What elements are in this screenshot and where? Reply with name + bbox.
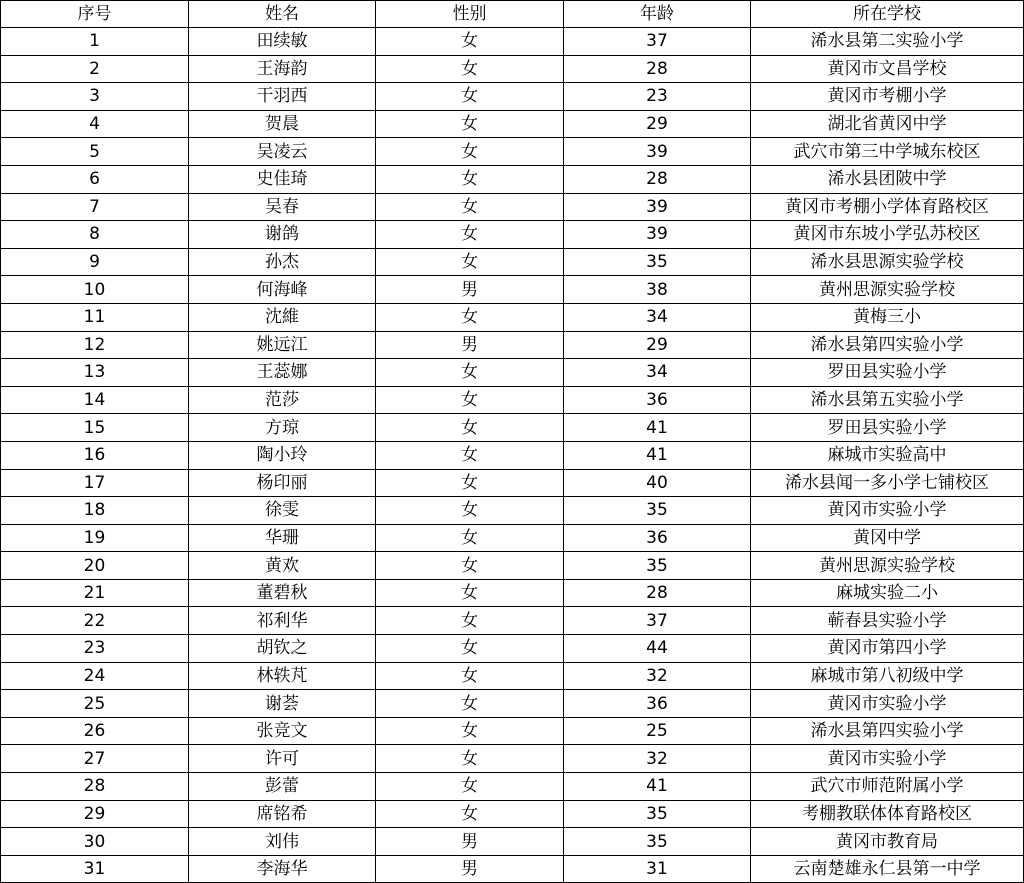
cell-index: 5 [1, 138, 189, 166]
cell-gender: 男 [376, 828, 564, 856]
cell-index: 12 [1, 331, 189, 359]
cell-school: 浠水县团陂中学 [751, 165, 1024, 193]
table-row [1, 690, 1024, 718]
cell-index: 8 [1, 221, 189, 249]
cell-school: 麻城实验二小 [751, 579, 1024, 607]
cell-school: 黄冈市实验小学 [751, 497, 1024, 525]
cell-school: 黄冈市考棚小学 [751, 83, 1024, 111]
cell-age: 41 [564, 441, 751, 469]
cell-index: 11 [1, 303, 189, 331]
cell-gender: 女 [376, 110, 564, 138]
table-row [1, 414, 1024, 442]
cell-school: 黄冈市东坡小学弘苏校区 [751, 221, 1024, 249]
table-row [1, 55, 1024, 83]
cell-age: 37 [564, 28, 751, 56]
table-row [1, 248, 1024, 276]
cell-age: 35 [564, 828, 751, 856]
cell-gender: 女 [376, 745, 564, 773]
cell-age: 44 [564, 635, 751, 663]
cell-index: 30 [1, 828, 189, 856]
cell-gender: 女 [376, 55, 564, 83]
cell-age: 35 [564, 497, 751, 525]
table-row [1, 773, 1024, 801]
cell-age: 25 [564, 717, 751, 745]
cell-index: 16 [1, 441, 189, 469]
cell-name: 华珊 [189, 524, 376, 552]
cell-name: 彭蕾 [189, 773, 376, 801]
cell-gender: 女 [376, 717, 564, 745]
table-row [1, 331, 1024, 359]
cell-index: 9 [1, 248, 189, 276]
cell-gender: 女 [376, 690, 564, 718]
table-row [1, 469, 1024, 497]
cell-age: 36 [564, 690, 751, 718]
cell-gender: 女 [376, 138, 564, 166]
cell-age: 35 [564, 800, 751, 828]
cell-gender: 女 [376, 800, 564, 828]
table-row [1, 662, 1024, 690]
cell-age: 28 [564, 579, 751, 607]
table-row [1, 28, 1024, 56]
table-row [1, 138, 1024, 166]
cell-school: 黄州思源实验学校 [751, 276, 1024, 304]
table-row [1, 800, 1024, 828]
cell-name: 刘伟 [189, 828, 376, 856]
cell-index: 7 [1, 193, 189, 221]
cell-index: 25 [1, 690, 189, 718]
table-row [1, 386, 1024, 414]
cell-index: 14 [1, 386, 189, 414]
cell-gender: 女 [376, 359, 564, 387]
cell-school: 武穴市第三中学城东校区 [751, 138, 1024, 166]
cell-index: 21 [1, 579, 189, 607]
header-row [1, 1, 1024, 28]
cell-school: 浠水县第二实验小学 [751, 28, 1024, 56]
cell-name: 吴春 [189, 193, 376, 221]
cell-gender: 男 [376, 855, 564, 883]
cell-school: 黄冈市文昌学校 [751, 55, 1024, 83]
table-row [1, 359, 1024, 387]
cell-index: 4 [1, 110, 189, 138]
cell-index: 3 [1, 83, 189, 111]
cell-name: 姚远江 [189, 331, 376, 359]
cell-name: 谢鸽 [189, 221, 376, 249]
cell-age: 37 [564, 607, 751, 635]
cell-school: 麻城市实验高中 [751, 441, 1024, 469]
cell-school: 黄冈市实验小学 [751, 690, 1024, 718]
cell-name: 孙杰 [189, 248, 376, 276]
cell-gender: 女 [376, 607, 564, 635]
cell-gender: 女 [376, 386, 564, 414]
cell-age: 23 [564, 83, 751, 111]
cell-index: 24 [1, 662, 189, 690]
cell-name: 何海峰 [189, 276, 376, 304]
cell-school: 浠水县第四实验小学 [751, 331, 1024, 359]
cell-index: 27 [1, 745, 189, 773]
cell-school: 黄冈市实验小学 [751, 745, 1024, 773]
cell-index: 28 [1, 773, 189, 801]
cell-index: 13 [1, 359, 189, 387]
cell-name: 王海韵 [189, 55, 376, 83]
cell-age: 35 [564, 552, 751, 580]
cell-name: 陶小玲 [189, 441, 376, 469]
table-row [1, 441, 1024, 469]
cell-name: 范莎 [189, 386, 376, 414]
table-row [1, 745, 1024, 773]
cell-gender: 女 [376, 662, 564, 690]
cell-name: 干羽西 [189, 83, 376, 111]
cell-gender: 女 [376, 193, 564, 221]
cell-index: 6 [1, 165, 189, 193]
cell-school: 浠水县第四实验小学 [751, 717, 1024, 745]
cell-index: 1 [1, 28, 189, 56]
cell-school: 浠水县第五实验小学 [751, 386, 1024, 414]
cell-gender: 女 [376, 414, 564, 442]
header-gender: 性别 [376, 1, 564, 28]
cell-index: 20 [1, 552, 189, 580]
cell-school: 蕲春县实验小学 [751, 607, 1024, 635]
table-row [1, 83, 1024, 111]
cell-name: 徐雯 [189, 497, 376, 525]
cell-gender: 女 [376, 28, 564, 56]
cell-index: 2 [1, 55, 189, 83]
cell-school: 考棚教联体体育路校区 [751, 800, 1024, 828]
cell-index: 19 [1, 524, 189, 552]
header-age: 年龄 [564, 1, 751, 28]
table-row [1, 303, 1024, 331]
cell-name: 田续敏 [189, 28, 376, 56]
cell-school: 云南楚雄永仁县第一中学 [751, 855, 1024, 883]
header-name: 姓名 [189, 1, 376, 28]
cell-age: 28 [564, 165, 751, 193]
cell-age: 36 [564, 524, 751, 552]
header-index: 序号 [1, 1, 189, 28]
cell-name: 席铭希 [189, 800, 376, 828]
cell-age: 32 [564, 745, 751, 773]
cell-name: 史佳琦 [189, 165, 376, 193]
table-row [1, 110, 1024, 138]
cell-name: 杨印丽 [189, 469, 376, 497]
table-row [1, 855, 1024, 883]
cell-name: 李海华 [189, 855, 376, 883]
cell-name: 胡钦之 [189, 635, 376, 663]
cell-school: 黄冈中学 [751, 524, 1024, 552]
cell-gender: 女 [376, 248, 564, 276]
cell-name: 董碧秋 [189, 579, 376, 607]
cell-gender: 女 [376, 441, 564, 469]
cell-school: 浠水县思源实验学校 [751, 248, 1024, 276]
cell-age: 32 [564, 662, 751, 690]
cell-index: 17 [1, 469, 189, 497]
cell-age: 41 [564, 414, 751, 442]
table-body [1, 28, 1024, 883]
cell-age: 36 [564, 386, 751, 414]
table-row [1, 276, 1024, 304]
table-row [1, 193, 1024, 221]
cell-gender: 女 [376, 552, 564, 580]
table-row [1, 552, 1024, 580]
table-row [1, 828, 1024, 856]
cell-age: 28 [564, 55, 751, 83]
cell-age: 34 [564, 359, 751, 387]
cell-age: 31 [564, 855, 751, 883]
cell-index: 10 [1, 276, 189, 304]
cell-index: 26 [1, 717, 189, 745]
cell-gender: 女 [376, 469, 564, 497]
cell-gender: 男 [376, 331, 564, 359]
cell-gender: 女 [376, 303, 564, 331]
cell-name: 张竞文 [189, 717, 376, 745]
cell-age: 38 [564, 276, 751, 304]
cell-school: 湖北省黄冈中学 [751, 110, 1024, 138]
cell-name: 谢荟 [189, 690, 376, 718]
header-school: 所在学校 [751, 1, 1024, 28]
cell-age: 40 [564, 469, 751, 497]
cell-age: 39 [564, 221, 751, 249]
table-header [1, 1, 1024, 28]
cell-school: 黄冈市教育局 [751, 828, 1024, 856]
cell-name: 黄欢 [189, 552, 376, 580]
cell-gender: 男 [376, 276, 564, 304]
cell-gender: 女 [376, 635, 564, 663]
cell-age: 35 [564, 248, 751, 276]
cell-index: 23 [1, 635, 189, 663]
cell-school: 武穴市师范附属小学 [751, 773, 1024, 801]
cell-name: 王蕊娜 [189, 359, 376, 387]
cell-index: 18 [1, 497, 189, 525]
table-row [1, 524, 1024, 552]
cell-index: 31 [1, 855, 189, 883]
cell-school: 浠水县闻一多小学七铺校区 [751, 469, 1024, 497]
cell-gender: 女 [376, 579, 564, 607]
cell-age: 39 [564, 193, 751, 221]
table-row [1, 607, 1024, 635]
cell-gender: 女 [376, 524, 564, 552]
cell-gender: 女 [376, 83, 564, 111]
cell-age: 34 [564, 303, 751, 331]
cell-school: 黄冈市考棚小学体育路校区 [751, 193, 1024, 221]
cell-gender: 女 [376, 165, 564, 193]
cell-age: 39 [564, 138, 751, 166]
cell-age: 41 [564, 773, 751, 801]
cell-name: 林轶芃 [189, 662, 376, 690]
cell-name: 吴凌云 [189, 138, 376, 166]
cell-school: 黄冈市第四小学 [751, 635, 1024, 663]
table-row [1, 635, 1024, 663]
cell-index: 22 [1, 607, 189, 635]
cell-name: 沈維 [189, 303, 376, 331]
cell-name: 方琼 [189, 414, 376, 442]
cell-gender: 女 [376, 773, 564, 801]
cell-school: 黄梅三小 [751, 303, 1024, 331]
cell-gender: 女 [376, 497, 564, 525]
table-row [1, 579, 1024, 607]
cell-school: 罗田县实验小学 [751, 359, 1024, 387]
table-row [1, 165, 1024, 193]
cell-age: 29 [564, 331, 751, 359]
cell-name: 许可 [189, 745, 376, 773]
cell-name: 贺晨 [189, 110, 376, 138]
cell-name: 祁利华 [189, 607, 376, 635]
cell-index: 15 [1, 414, 189, 442]
cell-school: 黄州思源实验学校 [751, 552, 1024, 580]
cell-index: 29 [1, 800, 189, 828]
cell-school: 麻城市第八初级中学 [751, 662, 1024, 690]
table-row [1, 497, 1024, 525]
table-row [1, 221, 1024, 249]
cell-gender: 女 [376, 221, 564, 249]
cell-school: 罗田县实验小学 [751, 414, 1024, 442]
table-row [1, 717, 1024, 745]
cell-age: 29 [564, 110, 751, 138]
